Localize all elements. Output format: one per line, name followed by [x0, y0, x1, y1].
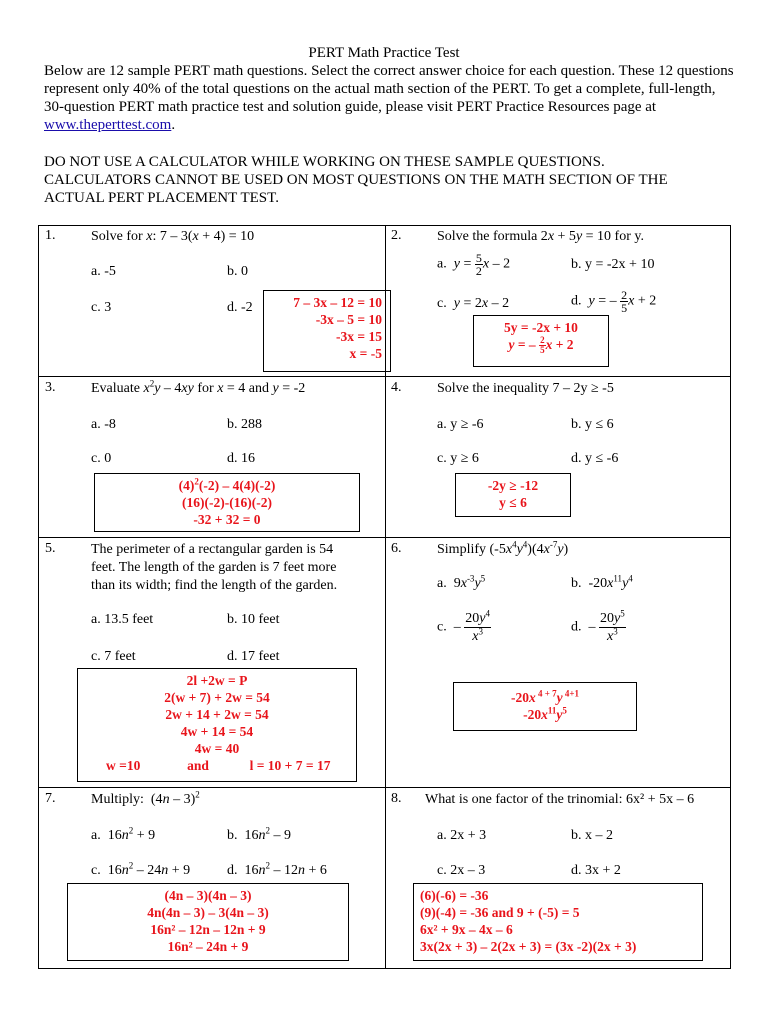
- grid-divider-row1: [39, 376, 730, 377]
- grid-divider-row3: [39, 787, 730, 788]
- solution-line: 2w + 14 + 2w = 54: [165, 707, 269, 722]
- solution-box: [473, 315, 609, 367]
- solution-line: -3x – 5 = 10: [315, 312, 382, 327]
- solution-line: (9)(-4) = -36 and 9 + (-5) = 5: [420, 905, 580, 920]
- option-b[interactable]: b. $-20x^{11}y^4$: [571, 573, 633, 591]
- grid-divider-row2: [39, 537, 730, 538]
- question-number: 2.: [391, 228, 402, 243]
- option-a[interactable]: a. $16n^2 + 9$: [91, 825, 156, 843]
- option-c[interactable]: c. $16n^2 - 24n + 9$: [91, 860, 191, 878]
- question-line: The perimeter of a rectangular garden is 54: [91, 542, 334, 557]
- question-text: Simplify $(-5x^4y^4)(4x^{-7}y)$: [437, 539, 569, 557]
- option-c[interactable]: c. 0: [91, 451, 112, 466]
- option-c[interactable]: c. y ≥ 6: [437, 451, 479, 466]
- question-number: 4.: [391, 380, 402, 395]
- solution-line: [78, 757, 356, 774]
- solution-part: l = 10 + 7 = 17: [249, 758, 331, 773]
- option-a[interactable]: a. $9x^{-3}y^5$: [437, 573, 486, 591]
- solution-line: $-20x^{11}y^5$: [523, 705, 567, 722]
- option-d[interactable]: d. y = – $\frac{2}{5}$ x + 2: [571, 288, 657, 315]
- solution-part: w =10: [106, 758, 141, 773]
- solution-line: 2(w + 7) + 2w = 54: [164, 690, 270, 705]
- solution-line: 16n² – 12n – 12n + 9: [150, 922, 266, 937]
- question-text: What is one factor of the trinomial: 6x² + 5x – 6: [425, 792, 695, 807]
- option-d[interactable]: d. 17 feet: [227, 649, 280, 664]
- solution-line: 16n² – 24n + 9: [167, 939, 249, 954]
- option-b[interactable]: b. y ≤ 6: [571, 417, 614, 432]
- intro-text: Below are 12 sample PERT math questions. Select the correct answer choice for each question. These 12 questions represent only 40% of the total questions on the actual math section of the PERT. To get a complete, full-length, 30-question PERT math practice test and solution guide, please visit PERT Practice Resources page at: [44, 63, 734, 115]
- option-c[interactable]: c. 7 feet: [91, 649, 136, 664]
- solution-box: [455, 473, 571, 517]
- calculator-warning: [44, 153, 734, 207]
- question-text: Evaluate $x^2y - 4xy$ for x = 4 and y = -2: [91, 378, 306, 396]
- option-b[interactable]: b. 10 feet: [227, 612, 280, 627]
- solution-box: [413, 883, 703, 961]
- option-a[interactable]: a. 13.5 feet: [91, 612, 154, 627]
- option-b[interactable]: b. 0: [227, 264, 248, 279]
- question-number: 3.: [45, 380, 56, 395]
- option-a[interactable]: a. -5: [91, 264, 116, 279]
- option-a[interactable]: a. y ≥ -6: [437, 417, 484, 432]
- warning-line-3: ACTUAL PERT PLACEMENT TEST.: [44, 190, 279, 206]
- option-b[interactable]: b. x – 2: [571, 828, 613, 843]
- pert-link[interactable]: www.theperttest.com: [44, 117, 172, 133]
- question-text: Solve the formula 2x + 5y = 10 for y.: [437, 229, 644, 244]
- solution-box: [77, 668, 357, 782]
- question-number: 8.: [391, 791, 402, 806]
- option-a[interactable]: a. -8: [91, 417, 116, 432]
- question-text: [91, 541, 337, 595]
- solution-line: 4w = 40: [194, 741, 240, 756]
- option-a[interactable]: a. 2x + 3: [437, 828, 487, 843]
- solution-line: y ≤ 6: [499, 495, 527, 510]
- warning-line-1: DO NOT USE A CALCULATOR WHILE WORKING ON THESE SAMPLE QUESTIONS.: [44, 154, 605, 170]
- solution-box: [263, 290, 391, 372]
- solution-line: -20x $^{4 + 7}$y $^{4+1}$: [510, 688, 580, 705]
- solution-line: (4n – 3)(4n – 3): [164, 888, 252, 903]
- question-text: Solve the inequality 7 – 2y ≥ -5: [437, 381, 614, 396]
- solution-line: x = -5: [349, 346, 382, 361]
- option-b[interactable]: b. 288: [227, 417, 262, 432]
- solution-line: 7 – 3x – 12 = 10: [293, 295, 382, 310]
- option-a[interactable]: a. y = $\frac{5}{2}$ x – 2: [437, 251, 511, 278]
- option-c[interactable]: c. y = 2x – 2: [437, 296, 510, 311]
- question-text: Solve for x: 7 – 3(x + 4) = 10: [91, 229, 255, 244]
- option-c[interactable]: c. 3: [91, 300, 112, 315]
- option-d[interactable]: d. – $\frac{20y^5}{x^3}$: [571, 608, 625, 644]
- solution-line: -32 + 32 = 0: [193, 512, 261, 527]
- solution-box: [67, 883, 349, 961]
- question-text: Multiply: (4n – 3)$^2$: [91, 789, 200, 807]
- question-number: 7.: [45, 791, 56, 806]
- solution-line: 3x(2x + 3) – 2(2x + 3) = (3x -2)(2x + 3): [420, 939, 637, 954]
- solution-box: [94, 473, 360, 532]
- solution-line: 4n(4n – 3) – 3(4n – 3): [147, 905, 269, 920]
- option-d[interactable]: d. $16n^2 - 12n + 6$: [227, 860, 327, 878]
- question-number: 6.: [391, 541, 402, 556]
- solution-box: [453, 682, 637, 731]
- option-c[interactable]: c. – $\frac{20y^4}{x^3}$: [437, 608, 490, 644]
- solution-line: 6x² + 9x – 4x – 6: [420, 922, 513, 937]
- option-b[interactable]: b. y = -2x + 10: [571, 257, 655, 272]
- option-c[interactable]: c. 2x – 3: [437, 863, 486, 878]
- intro-end: .: [171, 117, 176, 133]
- option-d[interactable]: d. y ≤ -6: [571, 451, 619, 466]
- option-d[interactable]: d. 3x + 2: [571, 863, 621, 878]
- solution-line: $(4)^2(-2) - 4(4)(-2)$: [178, 476, 276, 493]
- warning-line-2: CALCULATORS CANNOT BE USED ON MOST QUESTIONS ON THE MATH SECTION OF THE: [44, 172, 668, 188]
- option-d[interactable]: d. 16: [227, 451, 255, 466]
- solution-line: (16)(-2)-(16)(-2): [182, 495, 272, 510]
- option-b[interactable]: b. $16n^2 - 9$: [227, 825, 291, 843]
- solution-part: and: [187, 758, 209, 773]
- solution-line: (6)(-6) = -36: [420, 888, 489, 903]
- solution-line: 5y = -2x + 10: [504, 320, 578, 335]
- question-line: feet. The length of the garden is 7 feet more: [91, 560, 337, 575]
- option-d[interactable]: d. -2: [227, 300, 253, 315]
- question-grid: [38, 225, 731, 969]
- solution-line: -2y ≥ -12: [487, 478, 539, 493]
- solution-line: y = – $\frac{2}{5}$ x + 2: [508, 335, 574, 356]
- page-title: PERT Math Practice Test: [308, 45, 460, 61]
- intro-paragraph: [44, 62, 734, 134]
- question-number: 5.: [45, 541, 56, 556]
- solution-line: 4w + 14 = 54: [180, 724, 254, 739]
- question-number: 1.: [45, 228, 56, 243]
- question-line: than its width; find the length of the garden.: [91, 578, 338, 593]
- solution-line: -3x = 15: [336, 329, 382, 344]
- solution-line: 2l +2w = P: [186, 673, 248, 688]
